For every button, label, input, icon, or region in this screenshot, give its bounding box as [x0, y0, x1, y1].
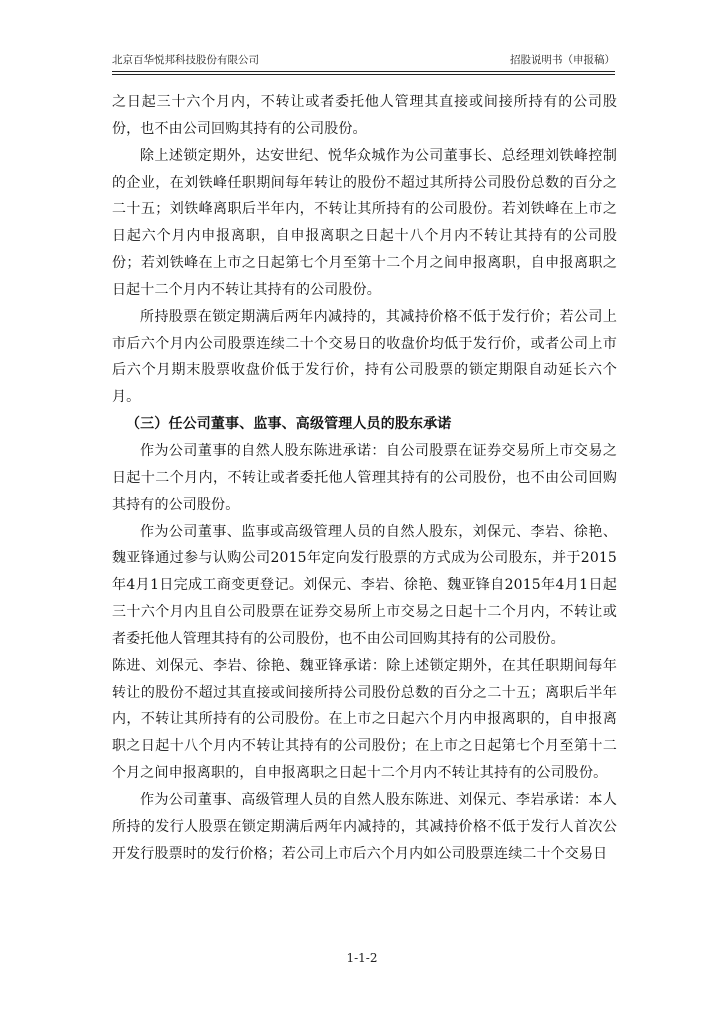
paragraph-reduction-price: 所持股票在锁定期满后两年内减持的，其减持价格不低于发行价；若公司上市后六个月内公司股票连续二十个交易日的收盘价均低于发行价，或者公司上市后六个月期末股票收盘价低于发行价，持有公司股票的锁定期限自动延长六个月。: [112, 308, 617, 406]
paragraph-continued: 之日起三十六个月内，不转让或者委托他人管理其直接或间接所持有的公司股份，也不由公司回购其持有的公司股份。: [112, 94, 617, 137]
paragraph-senior-management: 作为公司董事、高级管理人员的自然人股东陈进、刘保元、李岩承诺：本人所持的发行人股票在锁定期满后两年内减持的，其减持价格不低于发行人首次公开发行股票时的发行价格；若公司上市后六个月内如公司股票连续二十个交易日: [112, 791, 617, 862]
header-rule-top: [112, 71, 615, 72]
header-document-title: 招股说明书（申报稿）: [510, 54, 615, 66]
header-rule-bottom: [112, 74, 615, 75]
document-body: [112, 89, 617, 867]
section-heading: （三）任公司董事、监事、高级管理人员的股东承诺: [126, 416, 452, 433]
page-header: [112, 52, 615, 68]
paragraph-director-chenjin: 作为公司董事的自然人股东陈进承诺：自公司股票在证券交易所上市交易之日起十二个月内，不转让或者委托他人管理其持有的公司股份，也不由公司回购其持有的公司股份。: [112, 442, 617, 513]
page-number: 1-1-2: [346, 951, 378, 965]
paragraph-directors-supervisors: 作为公司董事、监事或高级管理人员的自然人股东，刘保元、李岩、徐艳、魏亚锋通过参与认购公司2015年定向发行股票的方式成为公司股东，并于2015年4月1日完成工商变更登记。刘保元、李岩、徐艳、魏亚锋自2015年4月1日起三十六个月内且自公司股票在证券交易所上市交易之日起十二个月内，不转让或者委托他人管理其持有的公司股份，也不由公司回购其持有的公司股份。: [112, 523, 617, 647]
paragraph-lock-period: 除上述锁定期外，达安世纪、悦华众城作为公司董事长、总经理刘铁峰控制的企业，在刘铁峰任职期间每年转让的股份不超过其所持公司股份总数的百分之二十五；刘铁峰离职后半年内，不转让其所持有的公司股份。若刘铁峰在上市之日起六个月内申报离职，自申报离职之日起十八个月内不转让其持有的公司股份；若刘铁峰在上市之日起第七个月至第十二个月之间申报离职，自申报离职之日起十二个月内不转让其持有的公司股份。: [112, 147, 617, 298]
header-company-name: 北京百华悦邦科技股份有限公司: [112, 54, 259, 66]
paragraph-commitment: 陈进、刘保元、李岩、徐艳、魏亚锋承诺：除上述锁定期外，在其任职期间每年转让的股份不超过其直接或间接所持公司股份总数的百分之二十五；离职后半年内，不转让其所持有的公司股份。在上市之日起六个月内申报离职的，自申报离职之日起十八个月内不转让其持有的公司股份；在上市之日起第七个月至第十二个月之间申报离职的，自申报离职之日起十二个月内不转让其持有的公司股份。: [112, 657, 617, 782]
